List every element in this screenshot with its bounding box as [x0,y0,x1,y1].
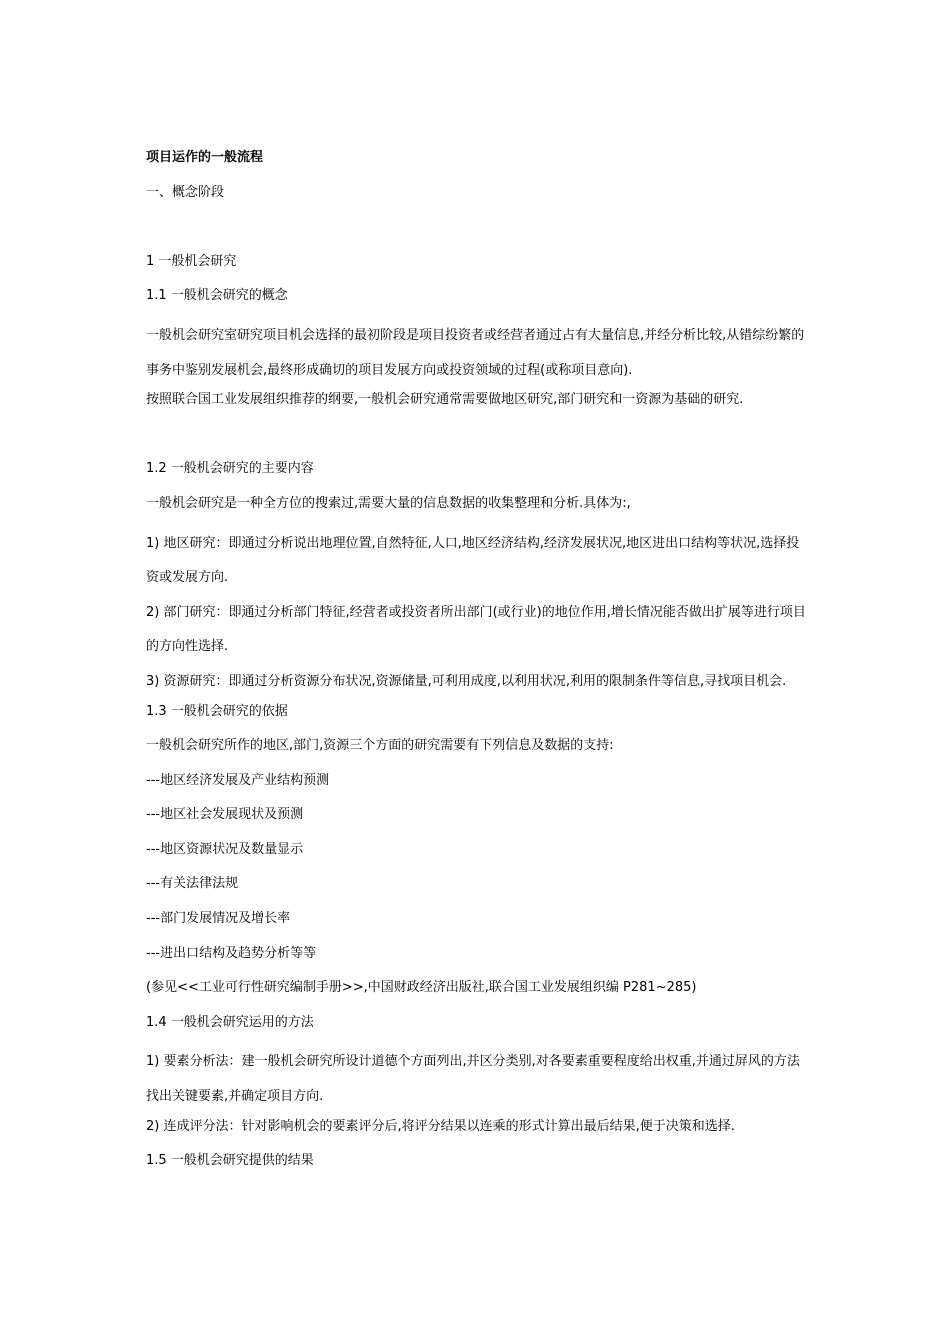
dash-item: ---地区社会发展现状及预测 [146,807,304,823]
dash-item: ---部门发展情况及增长率 [146,911,291,927]
dash-item: ---地区经济发展及产业结构预测 [146,772,330,788]
method-item-factor-analysis: 1) 要素分析法：建一般机会研究所设计道德个方面列出,并区分类别,对各要素重要程度给出权重,并通过屏风的方法找出关键要素,并确定项目方向. [146,1054,800,1105]
paragraph-1-2: 一般机会研究是一种全方位的搜索过,需要大量的信息数据的收集整理和分析.具体为:, [146,495,631,511]
dash-item: ---地区资源状况及数量显示 [146,841,304,857]
heading-1: 1 一般机会研究 [146,253,237,269]
paragraph-1-1a: 一般机会研究室研究项目机会选择的最初阶段是项目投资者或经营者通过占有大量信息,并经分析比较,从错综纷繁的事务中鉴别发展机会,最终形成确切的项目发展方向或投资领域的过程(或称项目意向). [146,327,805,378]
method-item-multiplicative-scoring: 2) 连成评分法：针对影响机会的要素评分后,将评分结果以连乘的形式计算出最后结果,便于决策和选择. [146,1118,735,1134]
heading-1-5: 1.5 一般机会研究提供的结果 [146,1153,314,1169]
blank-line [146,423,812,458]
paragraph-1-3: 一般机会研究所作的地区,部门,资源三个方面的研究需要有下列信息及数据的支持: [146,738,614,754]
heading-1-2: 1.2 一般机会研究的主要内容 [146,461,314,477]
document-title: 项目运作的一般流程 [146,150,264,165]
list-item-resource: 3) 资源研究：即通过分析资源分布状况,资源储量,可利用成度,以利用状况,利用的限制条件等信息,寻找项目机会. [146,673,787,689]
dash-item: ---进出口结构及趋势分析等等 [146,945,317,961]
heading-1-1: 1.1 一般机会研究的概念 [146,288,288,304]
reference-note: (参见<<工业可行性研究编制手册>>,中国财政经济出版社,联合国工业发展组织编 P281~285) [146,980,697,996]
list-item-sector: 2) 部门研究：即通过分析部门特征,经营者或投资者所出部门(或行业)的地位作用,增长情况能否做出扩展等进行项目的方向性选择. [146,604,806,655]
heading-1-3: 1.3 一般机会研究的依据 [146,703,288,719]
paragraph-1-1b: 按照联合国工业发展组织推荐的纲要,一般机会研究通常需要做地区研究,部门研究和一资源为基础的研究. [146,392,744,408]
heading-1-4: 1.4 一般机会研究运用的方法 [146,1014,314,1030]
blank-line [146,215,812,250]
section-heading: 一、概念阶段 [146,184,225,200]
document-body [146,146,812,1184]
dash-item: ---有关法律法规 [146,876,239,892]
list-item-region: 1) 地区研究：即通过分析说出地理位置,自然特征,人口,地区经济结构,经济发展状况,地区进出口结构等状况,选择投资或发展方向. [146,535,800,586]
